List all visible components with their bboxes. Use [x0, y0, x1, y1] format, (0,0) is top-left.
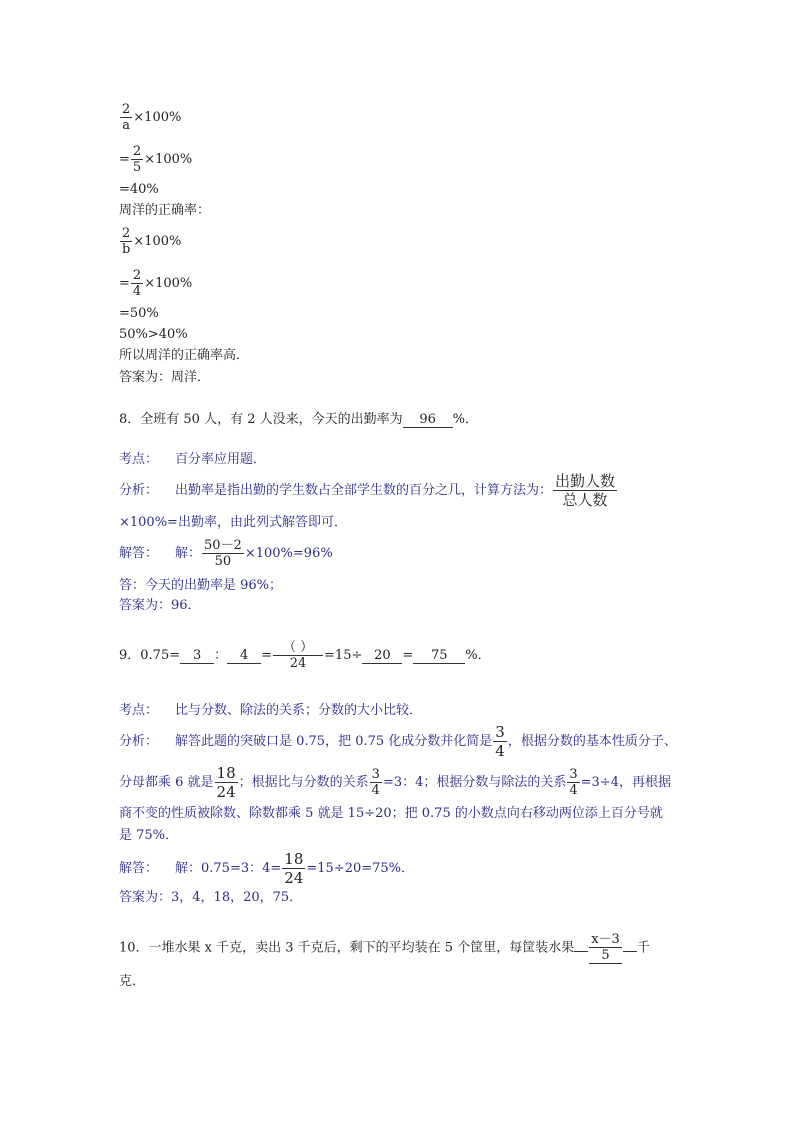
- answer-blank: 3: [180, 648, 214, 664]
- answer-blank: 75: [413, 648, 465, 664]
- prev-line-9: 所以周洋的正确率高．: [119, 348, 250, 363]
- question-10-line2: 克．: [119, 974, 146, 989]
- fraction: $\frac{18}{24}$: [216, 764, 236, 801]
- answer-blank: 4: [227, 648, 261, 664]
- question-8: 8．全班有 50 人，有 2 人没来，今天的出勤率为 96 %．: [119, 412, 478, 427]
- q9-fenxi-line3: 商不变的性质被除数、除数都乘 5 就是 15÷20；把 0.75 的小数点向右移动两位添上百分号就: [119, 806, 663, 821]
- fraction: $\frac{2}{5}$: [132, 144, 142, 175]
- prev-line-10: 答案为：周洋．: [119, 370, 211, 385]
- q9-fenxi: 分析： 解答此题的突破口是 0.75，把 0.75 化成分数并化简是 $\frac{3}{4}$ ，根据分数的基本性质分子、: [119, 723, 677, 760]
- fraction: $\frac{3}{4}$: [569, 767, 578, 798]
- q8-kaodian: 考点： 百分率应用题．: [119, 452, 267, 467]
- fraction: $\frac{2}{a}$: [122, 102, 131, 133]
- q8-jieda: 解答： 解： $\frac{50-2}{50}$ ×100%=96%: [119, 538, 333, 569]
- fraction: $\frac{2}{b}$: [122, 226, 131, 257]
- fraction-answer: $\frac{x-3}{5}$: [591, 932, 620, 963]
- q9-fenxi-line4: 是 75%．: [119, 828, 179, 843]
- fraction: $\frac{3}{4}$: [495, 723, 505, 760]
- fraction: $\frac{50-2}{50}$: [204, 538, 242, 569]
- answer-blank: 96: [403, 412, 453, 428]
- prev-line-5: $\frac{2}{b}$ ×100%: [122, 226, 182, 257]
- fraction: $\frac{( )}{24}$: [273, 640, 323, 671]
- prev-line-8: 50%>40%: [119, 327, 188, 342]
- prev-line-4: 周洋的正确率：: [119, 203, 211, 218]
- prev-line-3: =40%: [119, 182, 159, 197]
- fraction: $\frac{18}{24}$: [284, 850, 304, 887]
- q9-answer: 答案为：3，4，18，20，75．: [119, 890, 303, 905]
- q8-fenxi-line2: ×100%=出勤率，由此列式解答即可．: [119, 515, 347, 530]
- prev-line-1: $\frac{2}{a}$ ×100%: [122, 102, 182, 133]
- q9-fenxi-line2: 分母都乘 6 就是 $\frac{18}{24}$ ；根据比与分数的关系 $\frac{3}{4}$ =3：4；根据分数与除法的关系 $\frac{3}{4}$ =3÷4，再根据: [119, 764, 671, 801]
- question-10: 10．一堆水果 x 千克，卖出 3 千克后，剩下的平均装在 5 个筐里，每筐装水果 $\frac{x-3}{5}$ 千: [119, 932, 650, 963]
- q9-jieda: 解答： 解：0.75=3：4= $\frac{18}{24}$ =15÷20=75%．: [119, 850, 415, 887]
- answer-blank: 20: [362, 648, 402, 664]
- fraction: $\frac{\text{出勤人数}}{\text{总人数}}$: [555, 472, 616, 509]
- fraction: $\frac{2}{4}$: [132, 268, 142, 299]
- fraction: $\frac{3}{4}$: [371, 767, 380, 798]
- prev-line-6: = $\frac{2}{4}$ ×100%: [119, 268, 193, 299]
- q8-fenxi: 分析： 出勤率是指出勤的学生数占全部学生数的百分之几，计算方法为： $\frac{\text{出勤人数}}{\text{总人数}}$: [119, 472, 616, 509]
- q8-answer-2: 答案为：96．: [119, 598, 201, 613]
- q9-kaodian: 考点： 比与分数、除法的关系；分数的大小比较．: [119, 703, 423, 718]
- prev-line-7: =50%: [119, 306, 159, 321]
- q8-answer-1: 答：今天的出勤率是 96%；: [119, 578, 283, 593]
- question-9: 9．0.75= 3 ： 4 = $\frac{( )}{24}$ =15÷ 20 = 75 %．: [119, 640, 491, 671]
- prev-line-2: = $\frac{2}{5}$ ×100%: [119, 144, 193, 175]
